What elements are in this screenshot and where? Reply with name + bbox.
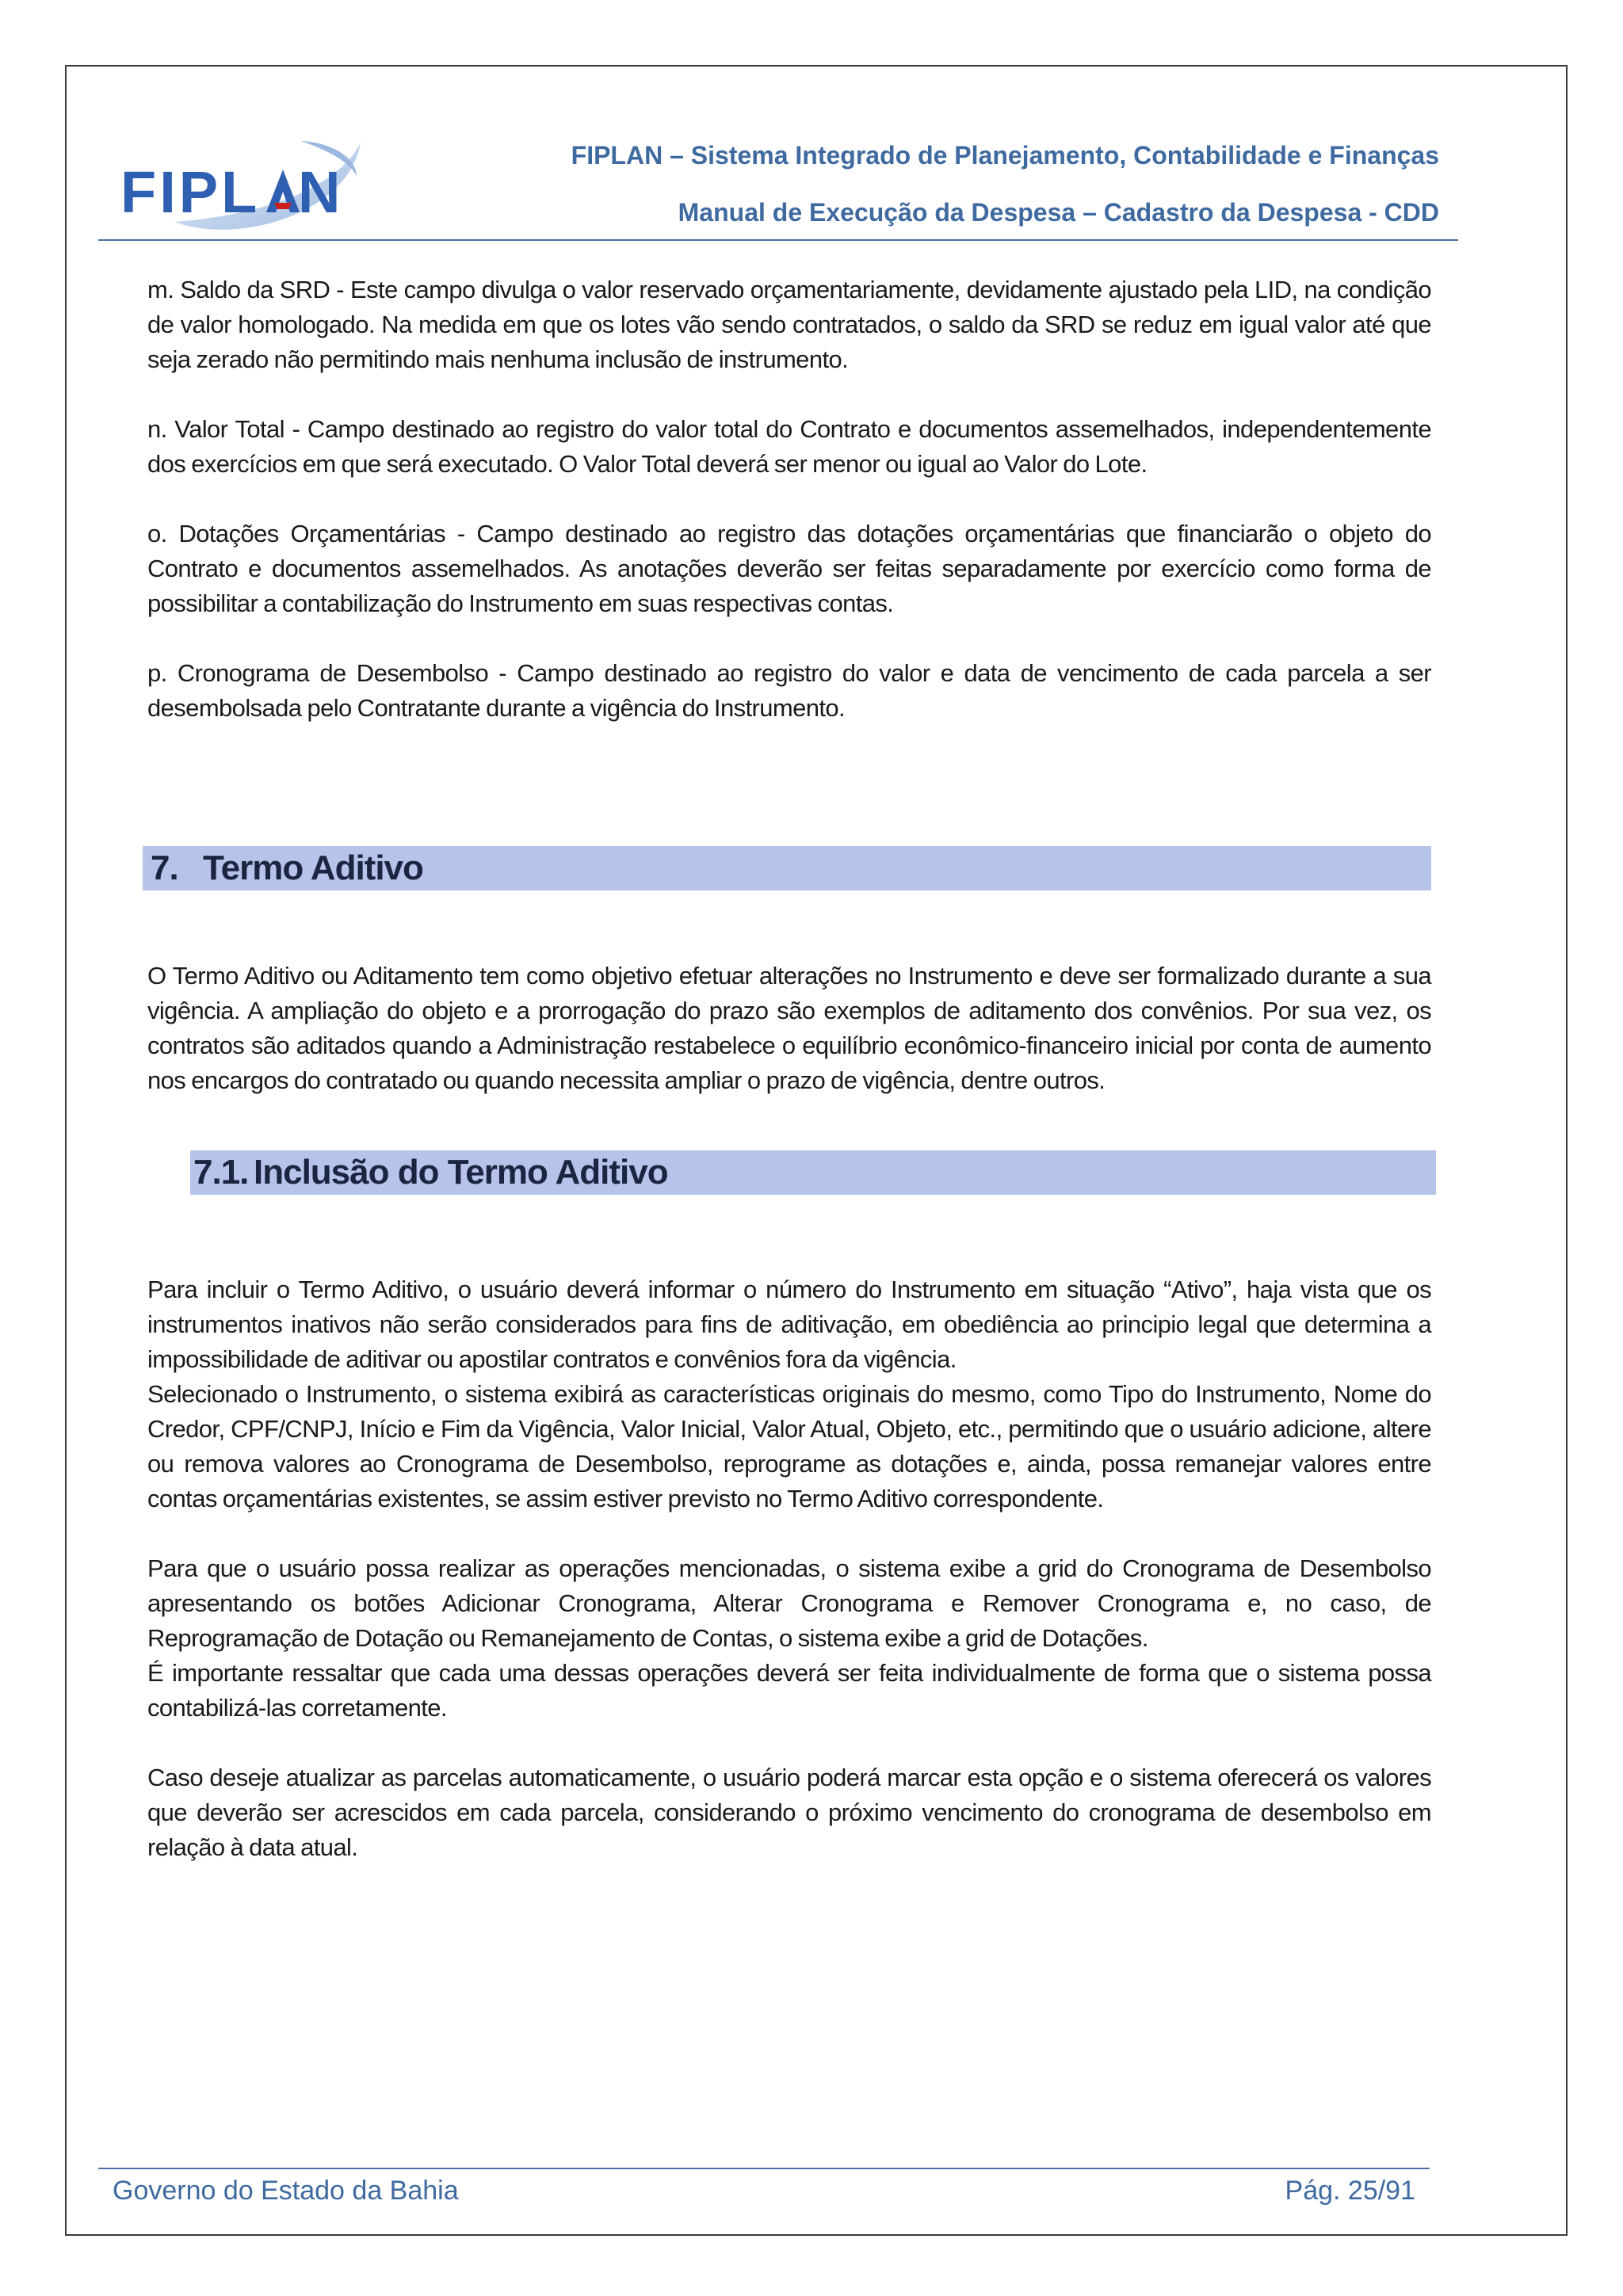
subsection-number: 7.1. xyxy=(193,1153,249,1192)
footer-organization: Governo do Estado da Bahia xyxy=(113,2176,459,2206)
paragraph-termo-aditivo: O Termo Aditivo ou Aditamento tem como objetivo efetuar alterações no Instrumento e deve ser formalizado durante a sua vigência. A ampliação do objeto e a prorrogação do prazo são exemplos de aditamento dos convênios. Por sua vez, os contratos são aditados quando a Administração restabelece o equilíbrio econômico-financeiro inicial por conta de aumento nos encargos do contratado ou quando necessita ampliar o prazo de vigência, dentre outros. xyxy=(147,962,1431,1094)
paragraph-inclusao-5: Caso deseje atualizar as parcelas automaticamente, o usuário poderá marcar esta opção e o sistema oferecerá os valores que deverão ser acrescidos em cada parcela, considerando o próximo vencimento do cronograma de desembolso em relação à data atual. xyxy=(147,1764,1431,1861)
paragraph-dotacoes: o. Dotações Orçamentárias - Campo destinado ao registro das dotações orçamentárias que financiarão o objeto do Contrato e documentos assemelhados. As anotações deverão ser feitas separadamente por exercício como forma de possibilitar a contabilização do Instrumento em suas respectivas contas. xyxy=(147,520,1431,617)
svg-text:FIPL: FIPL xyxy=(120,159,261,225)
paragraph-valor-total: n. Valor Total - Campo destinado ao registro do valor total do Contrato e documentos assemelhados, independentemente dos exercícios em que será executado. O Valor Total deverá ser menor ou igual ao Valor do Lote. xyxy=(147,415,1431,478)
section-title: Termo Aditivo xyxy=(203,849,423,887)
subsection-title: Inclusão do Termo Aditivo xyxy=(254,1153,668,1192)
paragraph-inclusao-2: Selecionado o Instrumento, o sistema exibirá as características originais do mesmo, como Tipo do Instrumento, Nome do Credor, CPF/CNPJ, Início e Fim da Vigência, Valor Inicial, Valor Atual, Objeto, etc., permitindo que o usuário adicione, altere ou remova valores ao Cronograma de Desembolso, reprograme as dotações e, ainda, possa remanejar valores entre contas orçamentárias existentes, se assim estiver previsto no Termo Aditivo correspondente. xyxy=(147,1380,1431,1512)
paragraph-saldo-srd: m. Saldo da SRD - Este campo divulga o valor reservado orçamentariamente, devidamente ajustado pela LID, na condição de valor homologado. Na medida em que os lotes vão sendo contratados, o saldo da SRD se reduz em igual valor até que seja zerado não permitindo mais nenhuma inclusão de instrumento. xyxy=(147,276,1431,373)
fiplan-logo xyxy=(119,127,380,246)
header-title: FIPLAN – Sistema Integrado de Planejamento, Contabilidade e Finanças xyxy=(571,141,1439,170)
footer-divider xyxy=(98,2168,1430,2169)
page-number: Pág. 25/91 xyxy=(1285,2176,1415,2206)
paragraph-inclusao-1: Para incluir o Termo Aditivo, o usuário deverá informar o número do Instrumento em situação “Ativo”, haja vista que os instrumentos inativos não serão considerados para fins de aditivação, em obediência ao principio legal que determina a impossibilidade de aditivar ou apostilar contratos e convênios fora da vigência. xyxy=(147,1276,1431,1373)
svg-text:N: N xyxy=(298,159,344,225)
header-subtitle: Manual de Execução da Despesa – Cadastro da Despesa - CDD xyxy=(678,198,1439,227)
subsection-heading-inclusao xyxy=(190,1150,1436,1195)
paragraph-inclusao-3: Para que o usuário possa realizar as operações mencionadas, o sistema exibe a grid do Cronograma de Desembolso apresentando os botões Adicionar Cronograma, Alterar Cronograma e Remover Cronograma e, no caso, de Reprogramação de Dotação ou Remanejamento de Contas, o sistema exibe a grid de Dotações. xyxy=(147,1554,1431,1652)
document-body xyxy=(147,273,1431,1865)
section-number: 7. xyxy=(151,849,178,887)
paragraph-cronograma: p. Cronograma de Desembolso - Campo destinado ao registro do valor e data de vencimento de cada parcela a ser desembolsada pelo Contratante durante a vigência do Instrumento. xyxy=(147,659,1431,722)
header-divider xyxy=(98,239,1458,241)
section-heading-termo-aditivo xyxy=(143,846,1431,891)
paragraph-inclusao-4: É importante ressaltar que cada uma dessas operações deverá ser feita individualmente de forma que o sistema possa contabilizá-las corretamente. xyxy=(147,1659,1431,1722)
